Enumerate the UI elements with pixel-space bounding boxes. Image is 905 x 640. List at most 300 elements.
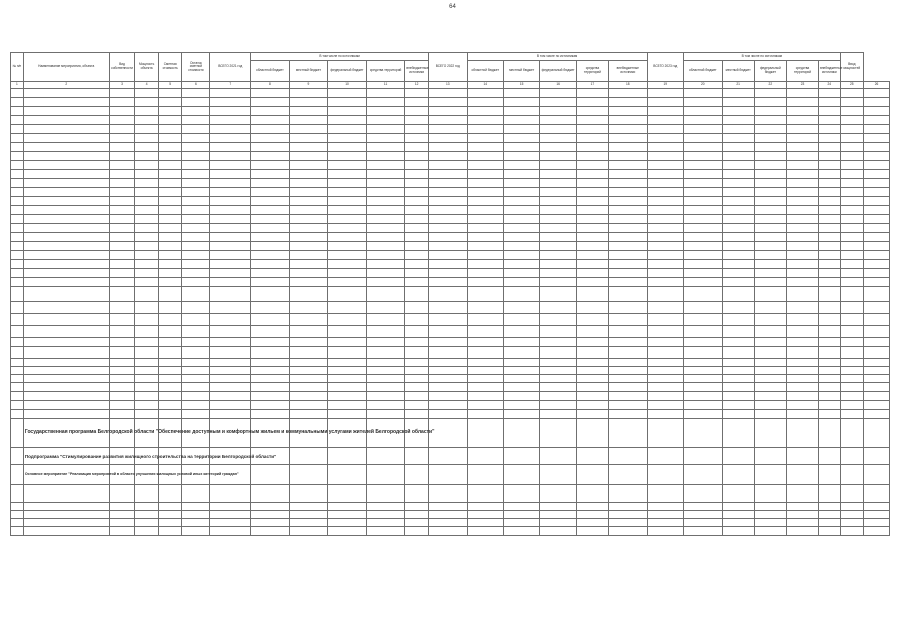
row-name bbox=[23, 287, 109, 302]
row-cell bbox=[540, 170, 576, 179]
row-cell bbox=[576, 152, 608, 161]
row-cell-c14 bbox=[467, 125, 503, 134]
row-cell-c19 bbox=[647, 465, 683, 485]
row-cell-c20 bbox=[684, 465, 723, 485]
row-cell bbox=[576, 367, 608, 375]
row-cell-c8 bbox=[251, 392, 290, 401]
table-row bbox=[11, 206, 890, 215]
row-cell bbox=[864, 326, 890, 338]
row-cell-no bbox=[11, 242, 24, 251]
header-total-2022: ВСЕГО 2022 год bbox=[428, 53, 467, 82]
row-cell bbox=[158, 170, 182, 179]
column-number: 1 bbox=[11, 82, 24, 89]
row-cell bbox=[182, 278, 210, 287]
row-cell bbox=[540, 465, 576, 485]
row-cell bbox=[609, 383, 648, 392]
row-cell bbox=[840, 527, 864, 536]
row-cell bbox=[576, 314, 608, 326]
row-cell bbox=[786, 448, 818, 465]
row-cell-c20 bbox=[684, 375, 723, 383]
row-cell-c9 bbox=[289, 89, 328, 98]
row-cell-c7 bbox=[210, 224, 251, 233]
table-row bbox=[11, 338, 890, 347]
row-cell bbox=[405, 197, 429, 206]
row-name bbox=[23, 410, 109, 419]
row-cell bbox=[109, 215, 135, 224]
row-name bbox=[23, 116, 109, 125]
row-cell bbox=[135, 519, 159, 527]
row-cell-c7 bbox=[210, 326, 251, 338]
row-cell bbox=[405, 251, 429, 260]
row-cell bbox=[503, 134, 539, 143]
row-cell-c13 bbox=[428, 161, 467, 170]
row-cell bbox=[576, 359, 608, 367]
row-cell bbox=[135, 134, 159, 143]
row-cell-c9 bbox=[289, 287, 328, 302]
row-cell-c19 bbox=[647, 287, 683, 302]
row-cell bbox=[405, 410, 429, 419]
row-cell bbox=[366, 143, 405, 152]
table-row bbox=[11, 170, 890, 179]
row-cell bbox=[754, 224, 786, 233]
row-cell-c8 bbox=[251, 242, 290, 251]
row-cell bbox=[109, 287, 135, 302]
row-cell bbox=[864, 347, 890, 359]
row-cell bbox=[576, 170, 608, 179]
row-cell bbox=[540, 383, 576, 392]
row-cell-c19 bbox=[647, 519, 683, 527]
row-cell-c8 bbox=[251, 375, 290, 383]
table-row bbox=[11, 197, 890, 206]
row-cell bbox=[540, 401, 576, 410]
row-cell-c20 bbox=[684, 260, 723, 269]
row-cell bbox=[503, 251, 539, 260]
row-cell-c13 bbox=[428, 519, 467, 527]
row-cell bbox=[405, 269, 429, 278]
row-cell bbox=[722, 419, 754, 448]
row-cell bbox=[819, 125, 840, 134]
row-cell-c9 bbox=[289, 134, 328, 143]
row-cell bbox=[786, 89, 818, 98]
row-cell bbox=[503, 170, 539, 179]
row-cell bbox=[576, 392, 608, 401]
row-cell bbox=[109, 269, 135, 278]
row-cell-c20 bbox=[684, 107, 723, 116]
row-cell-c20 bbox=[684, 503, 723, 511]
row-cell bbox=[819, 260, 840, 269]
row-cell-c8 bbox=[251, 89, 290, 98]
row-cell bbox=[503, 511, 539, 519]
row-name bbox=[23, 326, 109, 338]
row-cell bbox=[540, 448, 576, 465]
row-cell bbox=[503, 278, 539, 287]
row-cell-c19 bbox=[647, 152, 683, 161]
row-cell bbox=[328, 206, 367, 215]
row-cell-c9 bbox=[289, 260, 328, 269]
row-cell bbox=[609, 359, 648, 367]
row-cell-no bbox=[11, 89, 24, 98]
row-name: Государственная программа Белгородской области "Обеспечение доступным и комфортным жильем и коммунальными услугами жителей Белгородской области" bbox=[23, 419, 109, 448]
row-cell bbox=[864, 278, 890, 287]
row-cell-no bbox=[11, 519, 24, 527]
row-cell bbox=[540, 179, 576, 188]
row-cell bbox=[182, 375, 210, 383]
row-cell bbox=[786, 338, 818, 347]
row-cell-c14 bbox=[467, 367, 503, 375]
row-cell-c20 bbox=[684, 287, 723, 302]
row-cell bbox=[576, 215, 608, 224]
row-cell bbox=[366, 465, 405, 485]
row-cell-c14 bbox=[467, 314, 503, 326]
row-cell-no bbox=[11, 448, 24, 465]
row-cell bbox=[864, 392, 890, 401]
row-cell-no bbox=[11, 383, 24, 392]
column-number: 21 bbox=[722, 82, 754, 89]
row-cell bbox=[840, 359, 864, 367]
row-cell bbox=[576, 410, 608, 419]
row-cell bbox=[576, 287, 608, 302]
row-cell bbox=[819, 251, 840, 260]
row-cell-c20 bbox=[684, 251, 723, 260]
header-group-2021: В том числе по источникам bbox=[251, 53, 429, 61]
row-name bbox=[23, 197, 109, 206]
row-cell-c9 bbox=[289, 511, 328, 519]
row-cell bbox=[503, 161, 539, 170]
row-cell bbox=[540, 206, 576, 215]
row-cell bbox=[366, 287, 405, 302]
row-cell-c14 bbox=[467, 269, 503, 278]
row-cell-c13 bbox=[428, 511, 467, 519]
row-cell bbox=[540, 302, 576, 314]
column-number: 22 bbox=[754, 82, 786, 89]
row-cell-c7 bbox=[210, 251, 251, 260]
row-cell-c19 bbox=[647, 206, 683, 215]
row-cell bbox=[864, 260, 890, 269]
row-cell bbox=[576, 251, 608, 260]
row-cell bbox=[366, 278, 405, 287]
column-number: 15 bbox=[503, 82, 539, 89]
row-cell bbox=[819, 392, 840, 401]
row-cell bbox=[366, 197, 405, 206]
row-cell-c13 bbox=[428, 375, 467, 383]
row-cell bbox=[366, 125, 405, 134]
row-cell bbox=[158, 392, 182, 401]
row-cell bbox=[366, 347, 405, 359]
row-cell bbox=[819, 485, 840, 503]
row-name bbox=[23, 215, 109, 224]
table-row bbox=[11, 503, 890, 511]
table-row bbox=[11, 375, 890, 383]
row-cell-c19 bbox=[647, 89, 683, 98]
row-cell bbox=[609, 314, 648, 326]
row-name bbox=[23, 511, 109, 519]
row-cell bbox=[609, 269, 648, 278]
row-cell bbox=[576, 224, 608, 233]
row-cell-c14 bbox=[467, 134, 503, 143]
row-cell-no bbox=[11, 260, 24, 269]
row-cell bbox=[503, 260, 539, 269]
header-ownership: Вид собственности bbox=[109, 53, 135, 82]
row-cell bbox=[328, 233, 367, 242]
row-cell bbox=[182, 519, 210, 527]
row-cell bbox=[609, 302, 648, 314]
row-cell bbox=[109, 152, 135, 161]
row-name bbox=[23, 125, 109, 134]
row-cell bbox=[576, 89, 608, 98]
row-cell bbox=[786, 419, 818, 448]
row-cell bbox=[182, 251, 210, 260]
row-cell bbox=[540, 527, 576, 536]
row-cell-no bbox=[11, 278, 24, 287]
row-cell bbox=[135, 242, 159, 251]
row-cell bbox=[864, 107, 890, 116]
row-cell bbox=[405, 527, 429, 536]
row-cell-c20 bbox=[684, 134, 723, 143]
row-cell bbox=[754, 233, 786, 242]
row-cell bbox=[109, 347, 135, 359]
row-cell bbox=[786, 179, 818, 188]
row-cell-c20 bbox=[684, 269, 723, 278]
row-cell bbox=[182, 188, 210, 197]
row-cell-c14 bbox=[467, 359, 503, 367]
row-cell-c8 bbox=[251, 260, 290, 269]
row-cell bbox=[609, 485, 648, 503]
row-cell-c13 bbox=[428, 367, 467, 375]
row-cell-c14 bbox=[467, 278, 503, 287]
row-cell bbox=[576, 302, 608, 314]
row-cell bbox=[135, 485, 159, 503]
table-row bbox=[11, 242, 890, 251]
row-cell bbox=[840, 519, 864, 527]
row-cell bbox=[405, 287, 429, 302]
row-cell-c19 bbox=[647, 401, 683, 410]
row-cell bbox=[819, 215, 840, 224]
row-cell-c13 bbox=[428, 448, 467, 465]
row-cell bbox=[328, 269, 367, 278]
row-cell-c13 bbox=[428, 326, 467, 338]
row-cell-c19 bbox=[647, 179, 683, 188]
row-cell-c19 bbox=[647, 383, 683, 392]
row-cell bbox=[182, 224, 210, 233]
row-cell bbox=[328, 347, 367, 359]
row-cell-c20 bbox=[684, 89, 723, 98]
row-cell bbox=[722, 125, 754, 134]
row-cell-c8 bbox=[251, 206, 290, 215]
row-cell bbox=[405, 107, 429, 116]
row-cell-c13 bbox=[428, 410, 467, 419]
row-cell-c9 bbox=[289, 170, 328, 179]
row-cell bbox=[158, 383, 182, 392]
row-cell bbox=[366, 206, 405, 215]
row-cell bbox=[840, 170, 864, 179]
row-cell bbox=[503, 152, 539, 161]
row-cell-c20 bbox=[684, 233, 723, 242]
row-cell bbox=[786, 347, 818, 359]
row-cell-c19 bbox=[647, 527, 683, 536]
row-cell bbox=[109, 314, 135, 326]
row-cell bbox=[182, 215, 210, 224]
row-cell-c9 bbox=[289, 302, 328, 314]
row-cell bbox=[819, 188, 840, 197]
row-cell-c7 bbox=[210, 98, 251, 107]
row-cell bbox=[576, 375, 608, 383]
table-row bbox=[11, 260, 890, 269]
row-cell-c8 bbox=[251, 367, 290, 375]
row-cell bbox=[819, 206, 840, 215]
row-cell bbox=[754, 359, 786, 367]
row-cell bbox=[786, 197, 818, 206]
row-cell bbox=[328, 215, 367, 224]
row-cell bbox=[576, 161, 608, 170]
row-cell-no bbox=[11, 143, 24, 152]
row-cell bbox=[722, 367, 754, 375]
table-row bbox=[11, 314, 890, 326]
row-cell bbox=[609, 375, 648, 383]
row-cell-c9 bbox=[289, 347, 328, 359]
row-cell-c7 bbox=[210, 527, 251, 536]
row-cell bbox=[576, 125, 608, 134]
row-cell-c8 bbox=[251, 511, 290, 519]
row-cell bbox=[840, 448, 864, 465]
row-cell bbox=[135, 152, 159, 161]
row-cell bbox=[109, 125, 135, 134]
row-cell bbox=[786, 392, 818, 401]
row-cell-c19 bbox=[647, 251, 683, 260]
row-cell bbox=[864, 503, 890, 511]
row-cell bbox=[135, 224, 159, 233]
row-cell bbox=[109, 170, 135, 179]
table-row bbox=[11, 519, 890, 527]
row-cell-c14 bbox=[467, 527, 503, 536]
row-cell bbox=[609, 170, 648, 179]
row-cell-c19 bbox=[647, 326, 683, 338]
row-cell bbox=[864, 197, 890, 206]
row-cell-c9 bbox=[289, 367, 328, 375]
row-cell bbox=[109, 503, 135, 511]
row-cell bbox=[405, 347, 429, 359]
row-cell bbox=[840, 215, 864, 224]
row-cell bbox=[405, 278, 429, 287]
row-cell-c9 bbox=[289, 143, 328, 152]
row-cell-c14 bbox=[467, 170, 503, 179]
table-row bbox=[11, 448, 890, 465]
row-cell bbox=[158, 314, 182, 326]
row-cell bbox=[576, 527, 608, 536]
row-cell-c8 bbox=[251, 197, 290, 206]
row-cell bbox=[864, 527, 890, 536]
row-cell-c14 bbox=[467, 143, 503, 152]
row-cell-c7 bbox=[210, 503, 251, 511]
row-name bbox=[23, 224, 109, 233]
row-cell bbox=[158, 161, 182, 170]
row-cell-c7 bbox=[210, 287, 251, 302]
row-cell bbox=[864, 170, 890, 179]
row-name bbox=[23, 383, 109, 392]
row-cell-c13 bbox=[428, 143, 467, 152]
row-cell bbox=[540, 338, 576, 347]
row-cell bbox=[366, 251, 405, 260]
row-cell-c8 bbox=[251, 383, 290, 392]
row-cell bbox=[754, 98, 786, 107]
table-row bbox=[11, 233, 890, 242]
row-name bbox=[23, 375, 109, 383]
row-cell bbox=[786, 287, 818, 302]
row-cell bbox=[754, 260, 786, 269]
row-cell bbox=[609, 448, 648, 465]
row-cell bbox=[135, 116, 159, 125]
row-cell bbox=[540, 107, 576, 116]
row-cell bbox=[182, 260, 210, 269]
row-cell bbox=[405, 170, 429, 179]
row-cell bbox=[328, 448, 367, 465]
row-cell bbox=[609, 161, 648, 170]
row-cell bbox=[109, 302, 135, 314]
row-cell bbox=[840, 107, 864, 116]
row-cell bbox=[576, 383, 608, 392]
row-cell-c9 bbox=[289, 107, 328, 116]
column-number: 16 bbox=[540, 82, 576, 89]
row-cell bbox=[503, 419, 539, 448]
row-cell bbox=[366, 179, 405, 188]
row-cell-c20 bbox=[684, 338, 723, 347]
row-cell-c19 bbox=[647, 278, 683, 287]
row-cell bbox=[405, 511, 429, 519]
header-source-2023-3: федеральный бюджет bbox=[754, 61, 786, 82]
row-cell bbox=[503, 503, 539, 511]
row-cell bbox=[328, 401, 367, 410]
row-cell-c7 bbox=[210, 179, 251, 188]
row-cell bbox=[864, 206, 890, 215]
row-cell-c14 bbox=[467, 519, 503, 527]
row-cell bbox=[503, 224, 539, 233]
row-cell-c19 bbox=[647, 170, 683, 179]
row-cell bbox=[158, 116, 182, 125]
row-cell bbox=[609, 326, 648, 338]
row-cell bbox=[840, 503, 864, 511]
column-number: 11 bbox=[366, 82, 405, 89]
table-row bbox=[11, 107, 890, 116]
header-source-2021-3: федеральный бюджет bbox=[328, 61, 367, 82]
row-cell-c19 bbox=[647, 161, 683, 170]
row-cell bbox=[722, 260, 754, 269]
row-cell-c9 bbox=[289, 392, 328, 401]
row-cell bbox=[366, 401, 405, 410]
row-cell bbox=[328, 107, 367, 116]
row-cell bbox=[722, 287, 754, 302]
row-cell bbox=[109, 197, 135, 206]
row-cell bbox=[576, 188, 608, 197]
row-cell-c19 bbox=[647, 511, 683, 519]
row-cell bbox=[182, 287, 210, 302]
row-cell bbox=[540, 242, 576, 251]
row-cell bbox=[576, 511, 608, 519]
row-cell-c20 bbox=[684, 392, 723, 401]
row-cell-no bbox=[11, 170, 24, 179]
row-cell bbox=[722, 170, 754, 179]
row-cell bbox=[576, 419, 608, 448]
row-cell-c19 bbox=[647, 503, 683, 511]
row-cell bbox=[503, 527, 539, 536]
row-cell-c9 bbox=[289, 410, 328, 419]
row-name bbox=[23, 278, 109, 287]
row-cell bbox=[135, 206, 159, 215]
row-cell-c8 bbox=[251, 161, 290, 170]
column-number: 12 bbox=[405, 82, 429, 89]
row-cell bbox=[366, 485, 405, 503]
row-cell bbox=[182, 116, 210, 125]
row-cell-no bbox=[11, 347, 24, 359]
row-cell bbox=[405, 465, 429, 485]
